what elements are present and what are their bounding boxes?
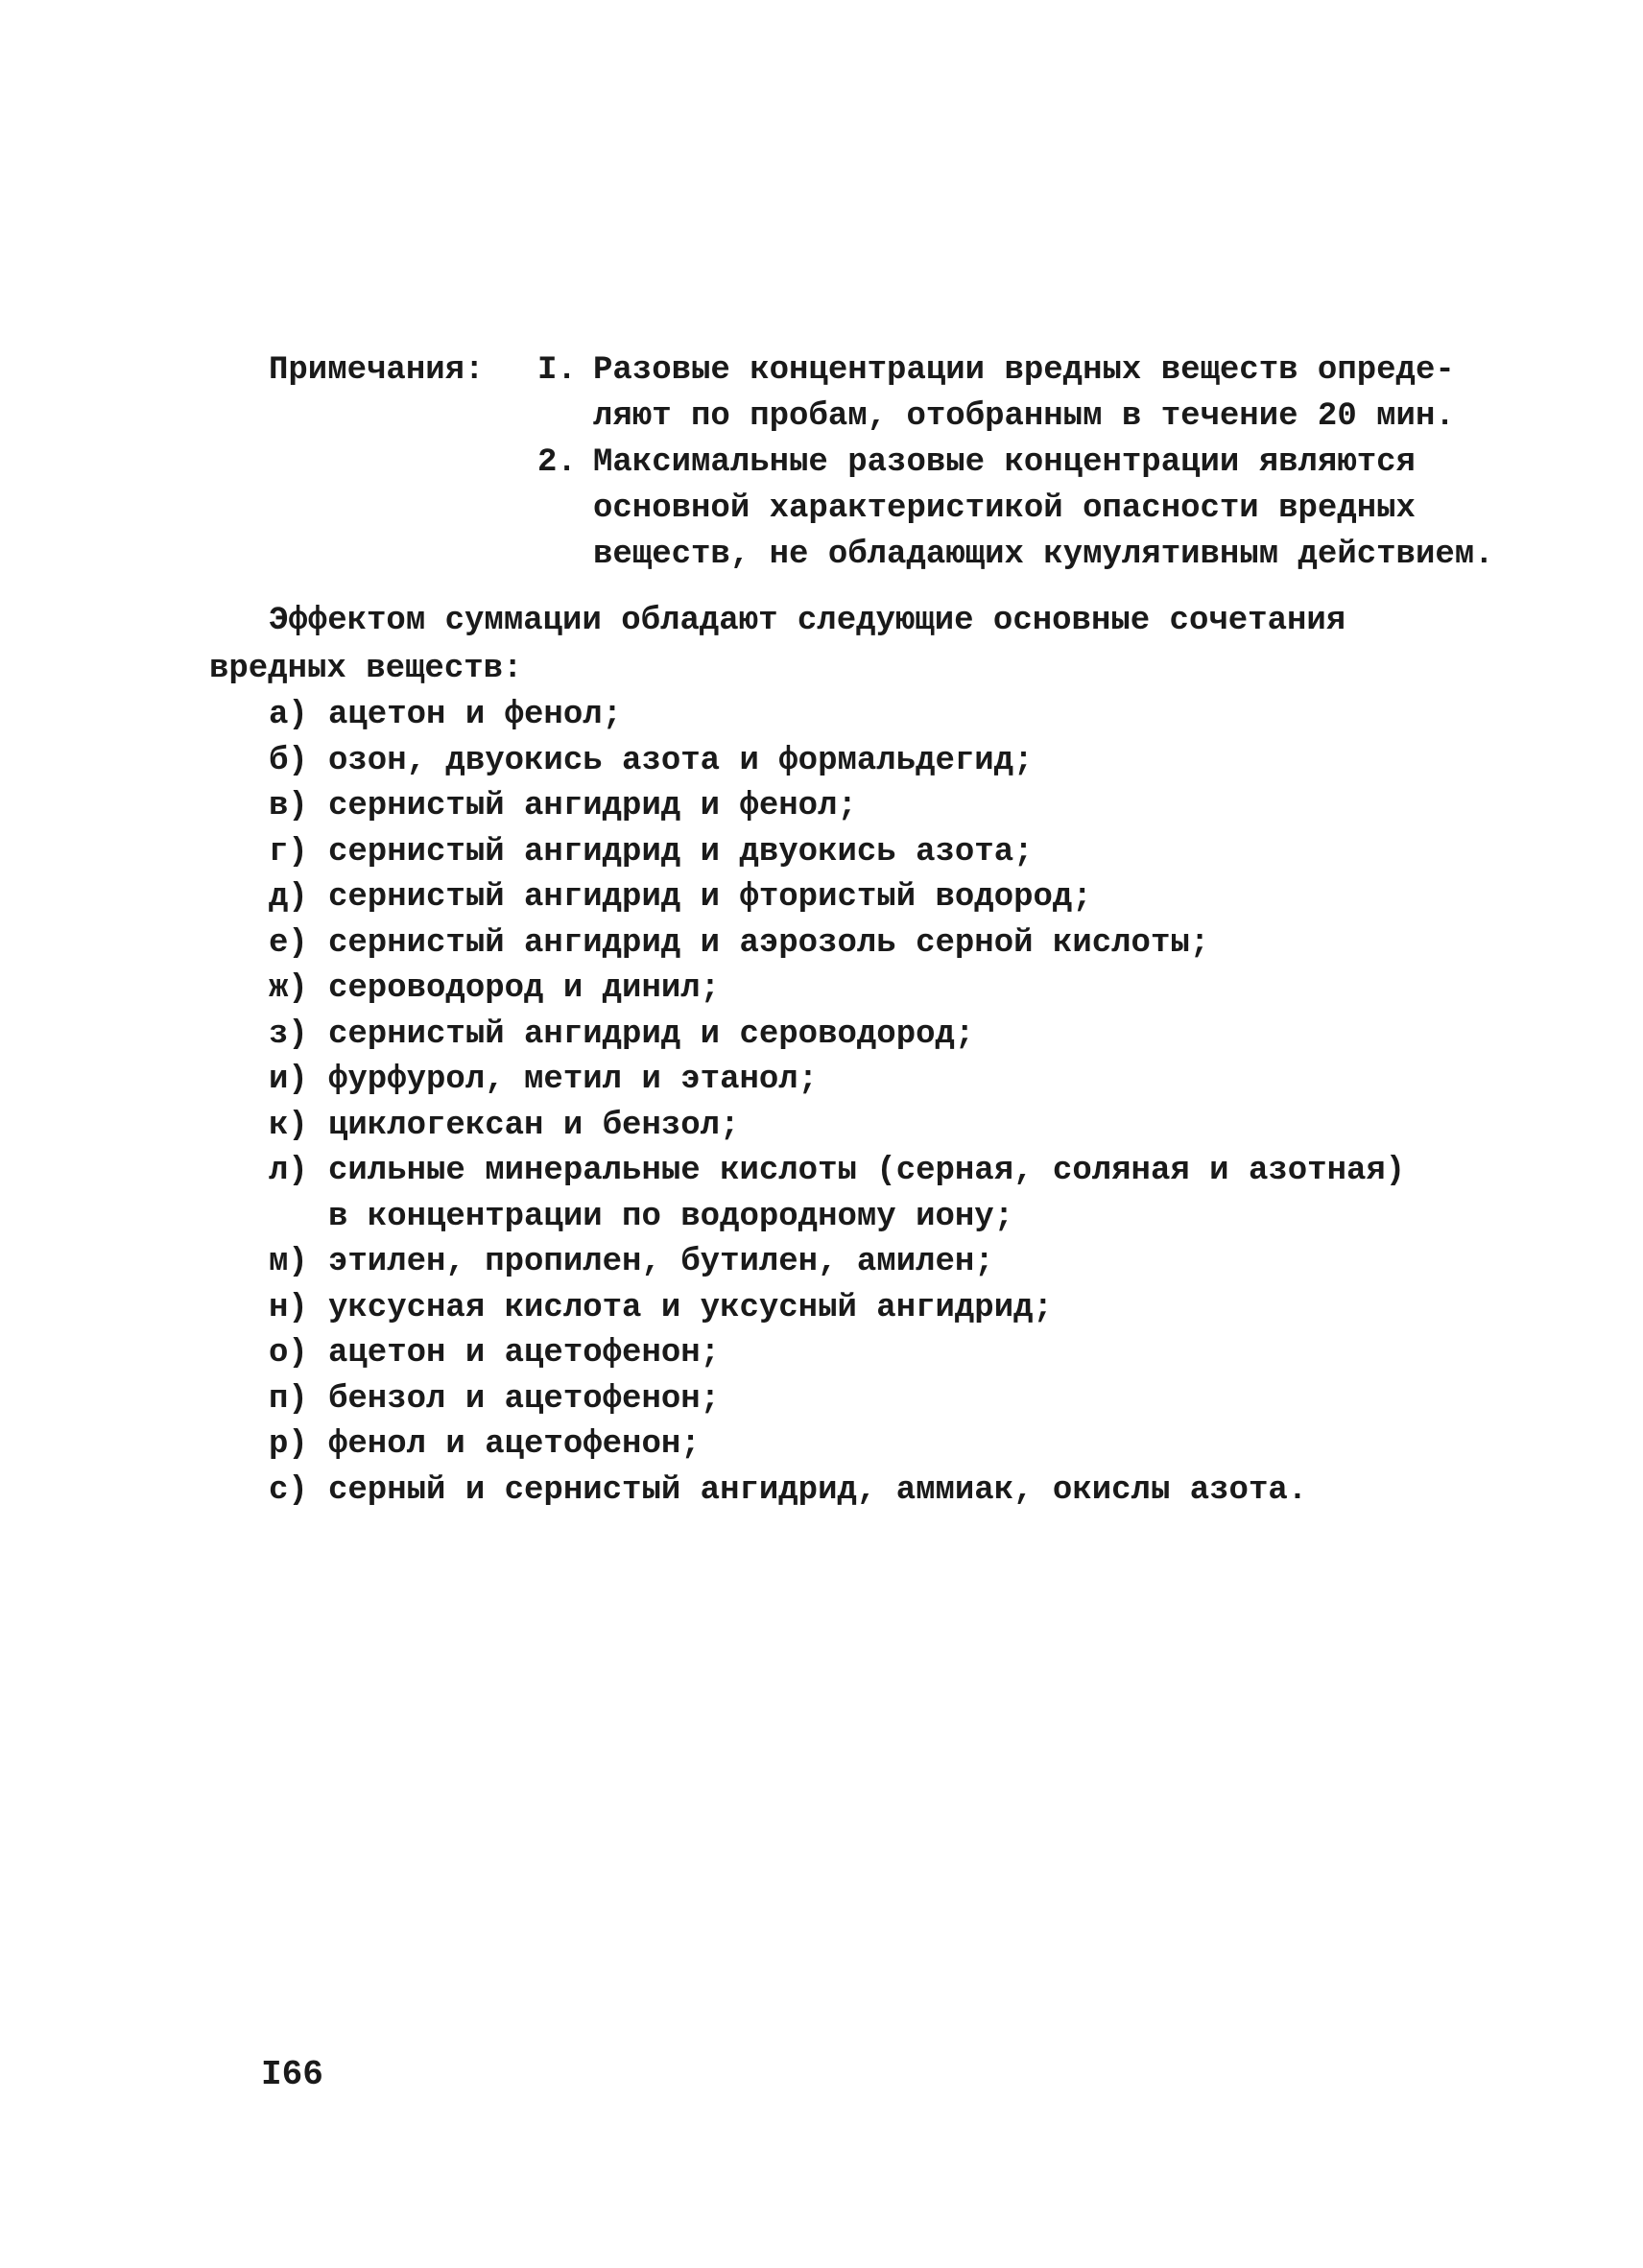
list-item-line: уксусная кислота и уксусный ангидрид; xyxy=(328,1289,1053,1326)
list-item xyxy=(269,1286,1516,1332)
list-item-text xyxy=(328,875,1092,921)
list-item-letter: д) xyxy=(269,879,308,916)
list-item xyxy=(269,1468,1516,1515)
list-item xyxy=(269,1377,1516,1423)
list-item-letter: а) xyxy=(269,697,308,733)
note-item xyxy=(269,440,1516,578)
list-item xyxy=(269,967,1516,1013)
list-item-line: фенол и ацетофенон; xyxy=(328,1426,701,1463)
list-item-line: сернистый ангидрид и двуокись азота; xyxy=(328,833,1034,871)
list-item-letter: к) xyxy=(269,1107,308,1144)
note-line: веществ, не обладающих кумулятивным действием. xyxy=(593,537,1494,573)
note-number: I. xyxy=(537,352,577,389)
list-item-text xyxy=(328,921,1209,967)
list-item-line: этилен, пропилен, бутилен, амилен; xyxy=(328,1244,994,1280)
list-item-letter: с) xyxy=(269,1471,308,1509)
list-item xyxy=(269,830,1516,876)
list-item-letter: в) xyxy=(269,788,308,824)
list-item-letter: р) xyxy=(269,1426,308,1463)
page-number: I66 xyxy=(261,2055,323,2094)
list-item-letter: з) xyxy=(269,1015,308,1053)
list-item-letter: о) xyxy=(269,1335,308,1372)
intro-line: Эффектом суммации обладают следующие основные сочетания xyxy=(269,603,1346,639)
note-number: 2. xyxy=(537,444,577,481)
list-item-text xyxy=(328,1058,818,1104)
note-item xyxy=(269,347,1516,440)
list-item-line: сернистый ангидрид и сероводород; xyxy=(328,1015,975,1053)
list-item-text xyxy=(328,1013,974,1059)
note-text xyxy=(593,347,1457,440)
list-item-letter: б) xyxy=(269,742,308,779)
list-item-line: ацетон и фенол; xyxy=(328,697,623,733)
note-line: ляют по пробам, отобранным в течение 20 мин. xyxy=(593,398,1455,435)
list-item-text xyxy=(328,1149,1405,1240)
note-text xyxy=(593,440,1494,578)
list-item-text xyxy=(328,784,857,830)
note-line: Максимальные разовые концентрации являются xyxy=(593,444,1416,481)
list-item-text xyxy=(328,967,720,1013)
list-item xyxy=(269,1058,1516,1104)
list-item-text xyxy=(328,739,1034,785)
list-item-letter: м) xyxy=(269,1244,308,1280)
list-item-line: сильные минеральные кислоты (серная, соляная и азотная) xyxy=(328,1153,1406,1189)
list-item-line: сернистый ангидрид и фтористый водород; xyxy=(328,879,1092,916)
note-line: Разовые концентрации вредных веществ опреде- xyxy=(593,352,1455,389)
list-item-line: в концентрации по водородному иону; xyxy=(328,1198,1014,1235)
list-item xyxy=(269,693,1516,739)
intro-paragraph xyxy=(209,597,1457,693)
list-item-letter: л) xyxy=(269,1153,308,1189)
list-item-letter: е) xyxy=(269,924,308,962)
list-item-line: сероводород и динил; xyxy=(328,970,721,1007)
list-item xyxy=(269,921,1516,967)
list-item-letter: и) xyxy=(269,1062,308,1098)
list-item-text xyxy=(328,1422,701,1468)
list-item-line: озон, двуокись азота и формальдегид; xyxy=(328,742,1034,779)
notes-label: Примечания: xyxy=(269,352,485,389)
list-item xyxy=(269,1422,1516,1468)
notes-section xyxy=(269,347,1516,578)
list-item xyxy=(269,1240,1516,1286)
list-item-line: фурфурол, метил и этанол; xyxy=(328,1062,819,1098)
list-item-line: сернистый ангидрид и фенол; xyxy=(328,788,857,824)
list-item-text xyxy=(328,1377,720,1423)
list-item xyxy=(269,1149,1516,1240)
list-item-text xyxy=(328,1240,994,1286)
list-item-line: сернистый ангидрид и аэрозоль серной кислоты; xyxy=(328,924,1210,962)
list-item-text xyxy=(328,1104,739,1150)
note-line: основной характеристикой опасности вредных xyxy=(593,490,1416,527)
list-item-text xyxy=(328,693,622,739)
intro-line: вредных веществ: xyxy=(209,651,523,687)
list-item xyxy=(269,784,1516,830)
list-item xyxy=(269,739,1516,785)
list-item-line: бензол и ацетофенон; xyxy=(328,1380,721,1418)
list-item-text xyxy=(328,1286,1053,1332)
list-item-text xyxy=(328,1331,720,1377)
list-item xyxy=(269,1331,1516,1377)
list-item-line: серный и сернистый ангидрид, аммиак, окислы азота. xyxy=(328,1471,1308,1509)
list-item xyxy=(269,1013,1516,1059)
list-item-letter: п) xyxy=(269,1380,308,1418)
list-item-line: циклогексан и бензол; xyxy=(328,1107,740,1144)
list-item-letter: г) xyxy=(269,833,308,871)
list-item-text xyxy=(328,830,1034,876)
list-item xyxy=(269,875,1516,921)
list-item-letter: н) xyxy=(269,1289,308,1326)
list-item-text xyxy=(328,1468,1307,1515)
list-item-line: ацетон и ацетофенон; xyxy=(328,1335,721,1372)
combinations-list xyxy=(269,693,1516,1514)
list-item xyxy=(269,1104,1516,1150)
list-item-letter: ж) xyxy=(269,970,308,1007)
